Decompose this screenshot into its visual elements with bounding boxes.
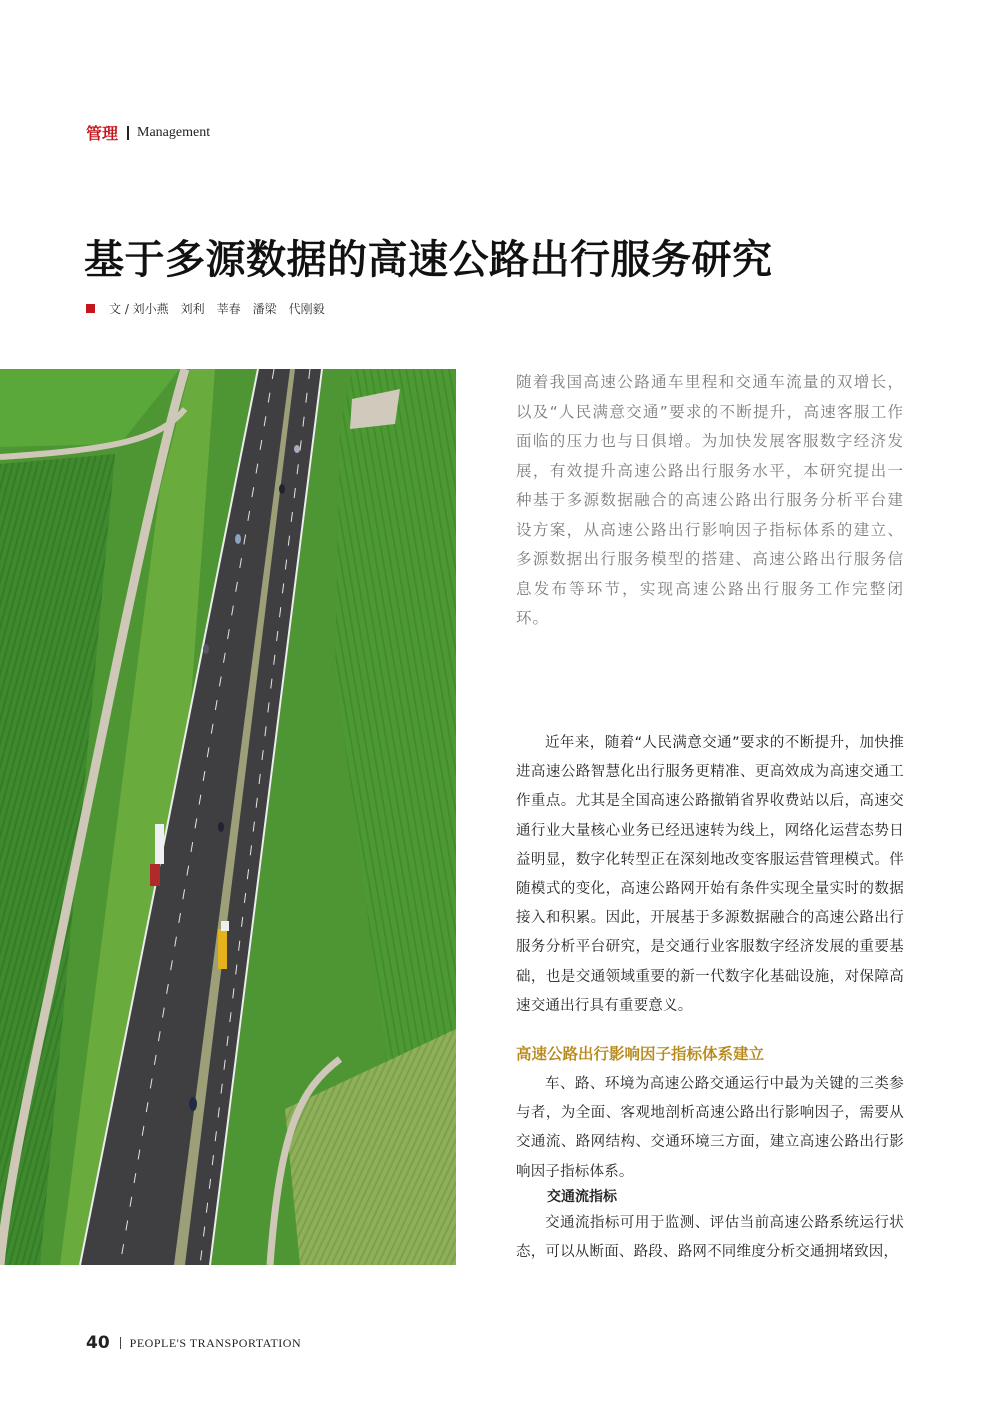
section-label-en: Management: [137, 124, 211, 140]
page-number: 40: [86, 1333, 110, 1353]
section-heading: 高速公路出行影响因子指标体系建立: [516, 1044, 765, 1063]
section-divider: [127, 126, 129, 140]
article-title: 基于多源数据的高速公路出行服务研究: [84, 236, 773, 283]
highway-illustration: [0, 369, 456, 1265]
subsection-paragraph: 交通流指标可用于监测、评估当前高速公路系统运行状态，可以从断面、路段、路网不同维度分析交通拥堵致因，: [516, 1215, 904, 1261]
page-footer: [86, 1333, 301, 1353]
section-label-cn: 管理: [86, 124, 119, 143]
highway-aerial-photo: [0, 369, 456, 1265]
section-paragraph: 车、路、环境为高速公路交通运行中最为关键的三类参与者，为全面、客观地剖析高速公路出行影响因子，需要从交通流、路网结构、交通环境三方面，建立高速公路出行影响因子指标体系。: [516, 1076, 904, 1180]
byline: [86, 300, 325, 317]
byline-authors: 文 / 刘小燕 刘利 莘春 潘梁 代刚毅: [109, 302, 325, 316]
section-tag: [86, 121, 210, 144]
article-abstract: 随着我国高速公路通车里程和交通车流量的双增长，以及“人民满意交通”要求的不断提升，高速客服工作面临的压力也与日俱增。为加快发展客服数字经济发展，有效提升高速公路出行服务水平，本研究提出一种基于多源数据融合的高速公路出行服务分析平台建设方案，从高速公路出行影响因子指标体系的建立、多源数据出行服务模型的搭建、高速公路出行服务信息发布等环节，实现高速公路出行服务工作完整闭环。: [516, 373, 904, 627]
magazine-name: PEOPLE'S TRANSPORTATION: [129, 1335, 302, 1350]
subsection-heading: 交通流指标: [547, 1189, 617, 1205]
byline-marker: [86, 304, 95, 313]
footer-divider: [120, 1337, 121, 1349]
intro-paragraph: 近年来，随着“人民满意交通”要求的不断提升，加快推进高速公路智慧化出行服务更精准、更高效成为高速交通工作重点。尤其是全国高速公路撤销省界收费站以后，高速交通行业大量核心业务已经迅速转为线上，网络化运营态势日益明显，数字化转型正在深刻地改变客服运营管理模式。伴随模式的变化，高速公路网开始有条件实现全量实时的数据接入和积累。因此，开展基于多源数据融合的高速公路出行服务分析平台研究，是交通行业客服数字经济发展的重要基础，也是交通领域重要的新一代数字化基础设施，对保障高速交通出行具有重要意义。: [516, 735, 904, 1014]
